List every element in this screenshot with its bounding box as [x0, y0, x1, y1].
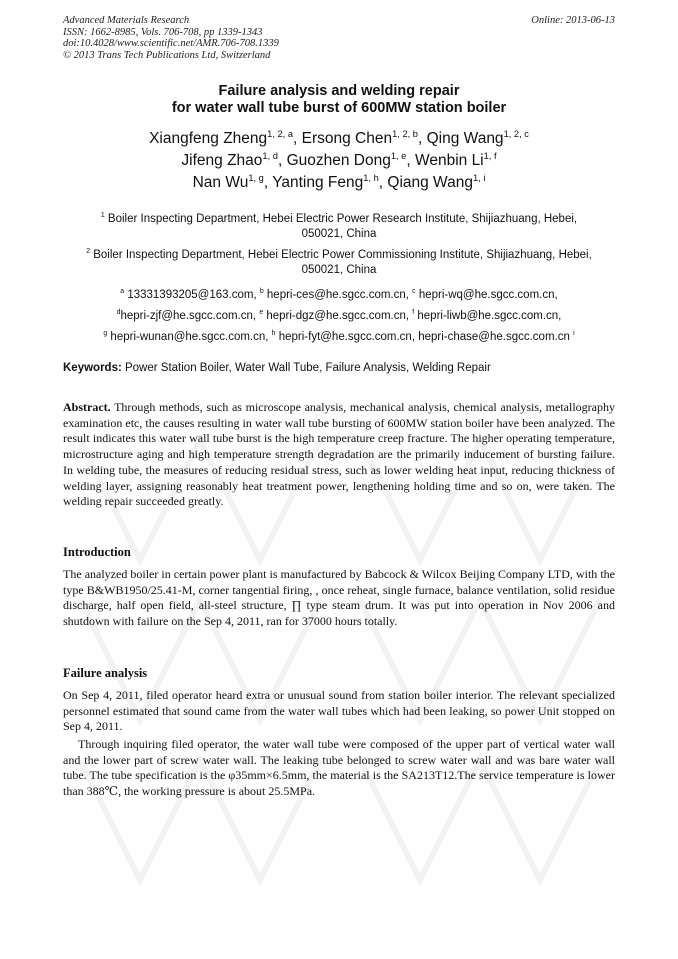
failure-analysis-paragraph-1: On Sep 4, 2011, filed operator heard extra or unusual sound from station boiler interior. The relevant specialized personnel estimated that sound came from the water wall tubes which had been leaking, so power Unit stopped on Sep 4, 2011.	[63, 688, 615, 734]
author-list	[0, 128, 678, 194]
email-link[interactable]: hepri-wunan@he.sgcc.com.cn,	[110, 331, 272, 343]
email-line-1: $^a$ 13331393205@163.com, $^b$ hepri-ces@he.sgcc.com.cn, $^c$ hepri-wq@he.sgcc.com.cn,	[120, 288, 558, 301]
email-line-2: $^d$hepri-zjf@he.sgcc.com.cn, $^e$ hepri-dgz@he.sgcc.com.cn, $^f$ hepri-liwb@he.sgcc.com.cn,	[116, 309, 562, 322]
keywords-text: Power Station Boiler, Water Wall Tube, Failure Analysis, Welding Repair	[121, 362, 491, 374]
email-link[interactable]: hepri-liwb@he.sgcc.com.cn,	[417, 310, 562, 322]
online-date: Online: 2013-06-13	[531, 15, 615, 26]
abstract-text: Through methods, such as microscope analysis, mechanical analysis, chemical analysis, metallography examination etc, the causes resulting in water wall tube bursting of 600MW station boiler have been analyzed. The result indicates this water wall tube burst is the high temperature creep fracture. The higher operating temperature, microstructure aging and high temperature strength degradation are the primarily inducement of bursting failure. In welding tube, the measures of reducing residual stress, such as lower welding heat input, reducing thickness of welding layer, assigning reasonably heat treatment power, lengthening holding time and so on, were taken. The welding repair succeeded greatly.	[63, 400, 615, 509]
author-sup: 1, 2, a	[267, 128, 294, 139]
title-line-2: for water wall tube burst of 600MW station boiler	[171, 100, 507, 116]
author-name: Ersong Chen	[301, 130, 393, 147]
email-line-3: $^g$ hepri-wunan@he.sgcc.com.cn, $^h$ hepri-fyt@he.sgcc.com.cn, hepri-chase@he.sgcc.com.cn $^i$	[103, 330, 575, 343]
keywords	[63, 362, 615, 374]
section-heading-failure-analysis: Failure analysis	[63, 666, 148, 680]
paper-title	[0, 83, 678, 117]
author-sup: 1, h	[363, 172, 379, 183]
author-line-1: Xiangfeng Zheng$^{1, 2, a}$, Ersong Chen$^{1, 2, b}$, Qing Wang$^{1, 2, c}$	[149, 128, 529, 147]
introduction-text: The analyzed boiler in certain power plant is manufactured by Babcock & Wilcox Beijing Company LTD, with the type B&WB1950/25.41-M, corner tangential firing, , once reheat, single furnace, balance ventilation, solid residue discharge, half open field, all-steel structure, ∏ type steam drum. It was put into operation in Nov 2006 and shutdown with failure on the Sep 4, 2011, ran for 37000 hours totally.	[63, 567, 615, 629]
author-name: Qing Wang	[426, 130, 504, 147]
affiliation-sup: 1	[100, 212, 105, 220]
author-sup: 1, d	[262, 150, 278, 161]
email-link[interactable]: hepri-zjf@he.sgcc.com.cn,	[120, 310, 260, 322]
keywords-label: Keywords:	[63, 362, 122, 374]
email-link[interactable]: hepri-fyt@he.sgcc.com.cn, hepri-chase@he.sgcc.com.cn	[278, 331, 574, 343]
title-line-1: Failure analysis and welding repair	[218, 83, 460, 99]
email-link[interactable]: 13331393205@163.com,	[127, 289, 260, 301]
failure-analysis-paragraph-2: Through inquiring filed operator, the water wall tube were composed of the upper part of vertical water wall and the lower part of screw water wall. The leaking tube belonged to screw water wall and was bare water wall tube. The tube specification is the φ35mm×6.5mm, the material is the SA213T12.The service temperature is lower than 388℃, the working pressure is about 25.5MPa.	[63, 737, 615, 799]
affiliation-1: $^1$ Boiler Inspecting Department, Hebei Electric Power Research Institute, Shijiazhuang, Hebei, 050021, China	[100, 212, 578, 240]
journal-name: Advanced Materials Research	[63, 15, 190, 26]
author-sup: 1, i	[472, 172, 486, 183]
journal-doi[interactable]: doi:10.4028/www.scientific.net/AMR.706-708.1339	[63, 38, 279, 49]
affiliation-sup: 2	[86, 248, 91, 256]
email-link[interactable]: hepri-dgz@he.sgcc.com.cn,	[266, 310, 413, 322]
author-line-2: Jifeng Zhao$^{1, d}$, Guozhen Dong$^{1, e}$, Wenbin Li$^{1, f}$	[181, 150, 497, 169]
author-name: Qiang Wang	[387, 174, 473, 191]
abstract-label: Abstract.	[63, 400, 111, 414]
author-name: Guozhen Dong	[286, 152, 391, 169]
journal-copyright: © 2013 Trans Tech Publications Ltd, Switzerland	[63, 49, 271, 61]
journal-issn: ISSN: 1662-8985, Vols. 706-708, pp 1339-1343	[63, 26, 263, 38]
author-sup: 1, g	[248, 172, 264, 183]
author-name: Yanting Feng	[272, 174, 364, 191]
author-name: Xiangfeng Zheng	[149, 130, 268, 147]
author-name: Jifeng Zhao	[181, 152, 263, 169]
email-link[interactable]: hepri-wq@he.sgcc.com.cn,	[418, 289, 558, 301]
email-link[interactable]: hepri-ces@he.sgcc.com.cn,	[266, 289, 413, 301]
journal-header	[63, 15, 615, 61]
abstract	[63, 400, 615, 510]
author-sup: 1, 2, c	[503, 128, 529, 139]
affiliation-2: $^2$ Boiler Inspecting Department, Hebei Electric Power Commissioning Institute, Shijiazhuang, Hebei, 050021, China	[86, 248, 592, 276]
author-name: Wenbin Li	[414, 152, 484, 169]
author-line-3: Nan Wu$^{1, g}$, Yanting Feng$^{1, h}$, Qiang Wang$^{1, i}$	[192, 172, 486, 191]
section-heading-introduction: Introduction	[63, 545, 131, 559]
author-sup: 1, f	[483, 150, 497, 161]
author-sup: 1, 2, b	[392, 128, 418, 139]
email-list	[0, 285, 678, 348]
author-name: Nan Wu	[192, 174, 249, 191]
author-sup: 1, e	[390, 150, 407, 161]
